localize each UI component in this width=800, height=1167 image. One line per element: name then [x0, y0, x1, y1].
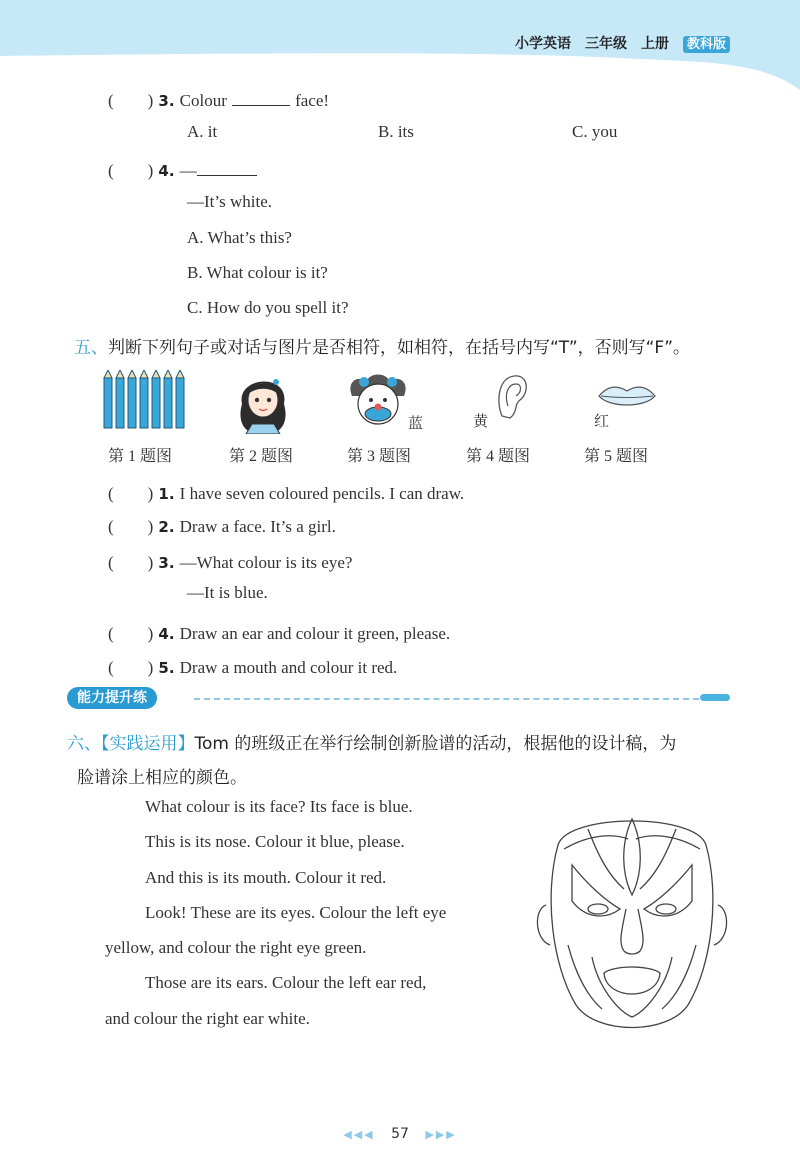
question-text: I have seven coloured pencils. I can draw. — [179, 484, 465, 503]
question-number: 2. — [158, 518, 175, 536]
question-text: Draw an ear and colour it green, please. — [179, 624, 451, 643]
question-number: 4. — [158, 162, 175, 180]
passage-line-3: And this is its mouth. Colour it red. — [145, 868, 387, 887]
fill-blank[interactable] — [197, 161, 257, 176]
section6-number: 六、 — [67, 734, 101, 754]
prev-arrows-icon: ◀◀◀ — [343, 1128, 375, 1141]
caption-4: 第 4 题图 — [466, 448, 531, 465]
caption-1: 第 1 题图 — [108, 448, 173, 465]
q5-2-row — [108, 512, 336, 537]
option-b: B. What colour is it? — [187, 263, 328, 282]
option-a: A. What’s this? — [187, 228, 292, 247]
page-number: 57 — [391, 1126, 409, 1142]
answer-paren[interactable]: ( ) — [108, 91, 154, 110]
q5-1-row — [108, 479, 464, 504]
page-header — [501, 33, 730, 53]
q5-4-row — [108, 619, 450, 644]
question-text: Draw a face. It’s a girl. — [179, 517, 336, 536]
pic4-label: 黄 — [473, 412, 489, 430]
question-text-before: Colour — [179, 91, 227, 110]
question-number: 4. — [158, 625, 175, 643]
caption-2: 第 2 题图 — [229, 448, 294, 465]
ability-banner: 能力提升练 — [67, 687, 157, 709]
section5-number: 五、 — [74, 338, 108, 358]
question-text-after: face! — [295, 91, 330, 110]
pencils-illustration — [100, 370, 190, 432]
header-subject: 小学英语 — [514, 36, 571, 52]
next-arrows-icon: ▶▶▶ — [425, 1128, 457, 1141]
option-a: A. it — [187, 122, 218, 141]
passage-line-7: and colour the right ear white. — [105, 1009, 310, 1028]
reply-text: —It’s white. — [187, 192, 272, 211]
question-number: 3. — [158, 92, 175, 110]
q5-3-row — [108, 548, 352, 573]
q5-5-row — [108, 653, 397, 678]
option-c: C. you — [572, 122, 618, 141]
girl-illustration — [232, 366, 294, 434]
clown-face-illustration — [346, 372, 410, 432]
q4-3-row — [108, 86, 329, 111]
question-number: 5. — [158, 659, 175, 677]
pic3-label: 蓝 — [408, 414, 424, 432]
passage-line-2: This is its nose. Colour it blue, please. — [145, 832, 405, 851]
question-text: —What colour is its eye? — [179, 553, 353, 572]
option-b: B. its — [378, 122, 414, 141]
lips-illustration — [597, 382, 657, 412]
header-grade: 三年级 — [584, 36, 627, 52]
passage-line-5: yellow, and colour the right eye green. — [105, 938, 367, 957]
opera-mask-illustration[interactable] — [528, 805, 736, 1043]
question-dash: — — [179, 161, 197, 180]
q5-3-reply: —It is blue. — [187, 583, 268, 602]
section6-tag: 【实践运用】 — [101, 734, 195, 754]
section6-title — [67, 727, 767, 795]
page-footer — [0, 1126, 800, 1142]
banner-divider — [194, 698, 699, 700]
answer-paren[interactable]: ( ) — [108, 624, 154, 643]
caption-5: 第 5 题图 — [584, 448, 649, 465]
q4-4-row — [108, 156, 257, 181]
ear-illustration — [496, 372, 530, 422]
option-c: C. How do you spell it? — [187, 298, 349, 317]
caption-3: 第 3 题图 — [347, 448, 412, 465]
passage-line-1: What colour is its face? Its face is blue. — [145, 797, 413, 816]
question-text: Draw a mouth and colour it red. — [179, 658, 398, 677]
section6-title-line2: 脸谱涂上相应的颜色。 — [77, 768, 247, 788]
fill-blank[interactable] — [232, 91, 290, 106]
answer-paren[interactable]: ( ) — [108, 553, 154, 572]
question-number: 3. — [158, 554, 175, 572]
question-number: 1. — [158, 485, 175, 503]
passage-line-4: Look! These are its eyes. Colour the left eye — [145, 903, 447, 922]
answer-paren[interactable]: ( ) — [108, 658, 154, 677]
section5-title — [74, 333, 690, 358]
section5-instruction: 判断下列句子或对话与图片是否相符，如相符，在括号内写“T”，否则写“F”。 — [108, 338, 691, 358]
answer-paren[interactable]: ( ) — [108, 484, 154, 503]
pic5-label: 红 — [594, 412, 610, 430]
header-edition-badge: 教科版 — [683, 36, 730, 53]
header-volume: 上册 — [640, 36, 669, 52]
answer-paren[interactable]: ( ) — [108, 517, 154, 536]
answer-paren[interactable]: ( ) — [108, 161, 154, 180]
section6-title-line1: Tom 的班级正在举行绘制创新脸谱的活动，根据他的设计稿，为 — [194, 734, 677, 754]
passage-line-6: Those are its ears. Colour the left ear red, — [145, 973, 427, 992]
banner-end-mark — [700, 694, 730, 701]
